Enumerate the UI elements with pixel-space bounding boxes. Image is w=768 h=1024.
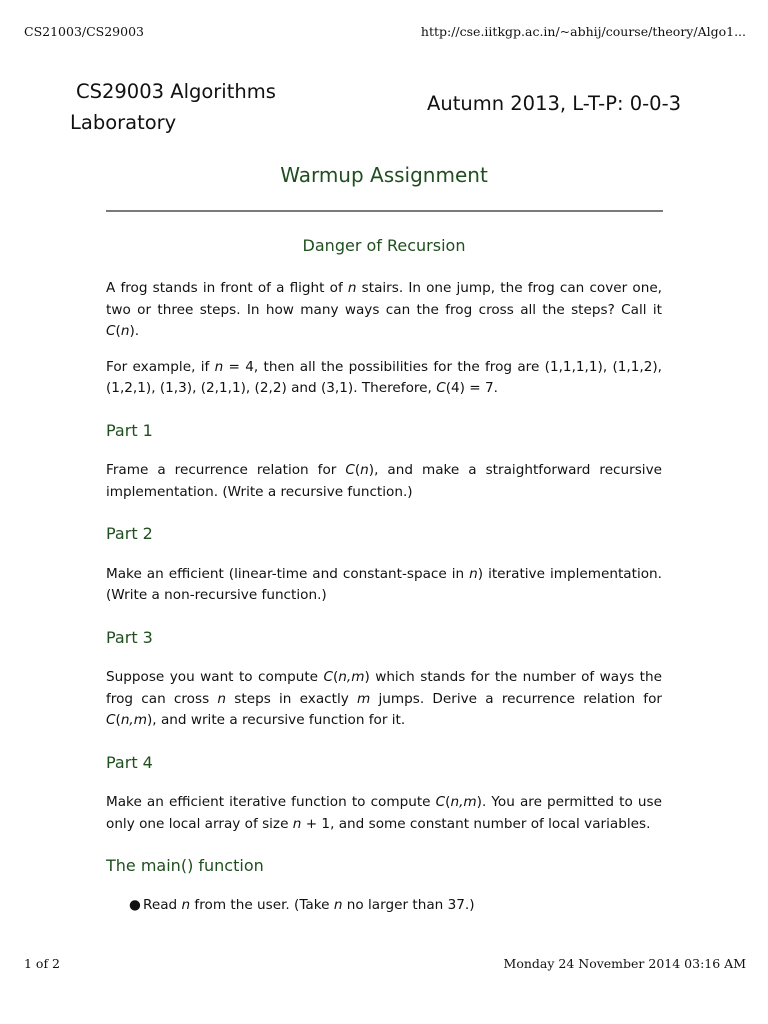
- part3-heading: Part 3: [106, 627, 153, 647]
- print-header: [24, 24, 746, 42]
- header-url[interactable]: http://cse.iitkgp.ac.in/~abhij/course/theory/Algo1...: [420, 24, 746, 39]
- part1-text: Frame a recurrence relation for C(n), and make a straightforward recursive implementation. (Write a recursive function.): [106, 462, 662, 500]
- print-timestamp: Monday 24 November 2014 03:16 AM: [503, 956, 746, 971]
- assignment-content: [106, 230, 662, 916]
- main-function-heading: The main() function: [106, 856, 264, 875]
- title-divider: [106, 210, 663, 212]
- part4-text: Make an efficient iterative function to compute C(n,m). You are permitted to use only one local array of size n + 1, and some constant number of local variables.: [106, 794, 662, 832]
- semester-info: Autumn 2013, L-T-P: 0-0-3: [427, 92, 682, 115]
- assignment-title: Warmup Assignment: [280, 163, 488, 187]
- part3-text: Suppose you want to compute C(n,m) which stands for the number of ways the frog can cross n steps in exactly m jumps. Derive a recurrence relation for C(n,m), and write a recursive function for it.: [106, 669, 662, 728]
- part2-heading: Part 2: [106, 524, 153, 543]
- course-title: [70, 76, 276, 138]
- print-footer: [24, 956, 746, 974]
- part1-heading: Part 1: [106, 420, 153, 440]
- part4-heading: Part 4: [106, 752, 153, 772]
- list-item: ● Read n from the user. (Take n no larger than 37.): [106, 895, 662, 917]
- header-course-code: CS21003/CS29003: [24, 24, 144, 39]
- assignment-subtitle: Danger of Recursion: [302, 236, 466, 255]
- page-number: 1 of 2: [24, 956, 61, 971]
- bullet-icon: ●: [129, 896, 141, 913]
- course-title-line1: CS29003 Algorithms: [76, 80, 276, 103]
- example-paragraph: For example, if n = 4, then all the possibilities for the frog are (1,1,1,1), (1,1,2), (1,2,1), (1,3), (2,1,1), (2,2) and (3,1). Therefore, C(4) = 7.: [106, 358, 662, 396]
- part2-text: Make an efficient (linear-time and constant-space in n) iterative implementation. (Write a non-recursive function.): [106, 565, 662, 603]
- intro-paragraph: A frog stands in front of a flight of n stairs. In one jump, the frog can cover one, two or three steps. In how many ways can the frog cross all the steps? Call it C(n).: [106, 280, 662, 339]
- course-title-line2: Laboratory: [70, 111, 177, 134]
